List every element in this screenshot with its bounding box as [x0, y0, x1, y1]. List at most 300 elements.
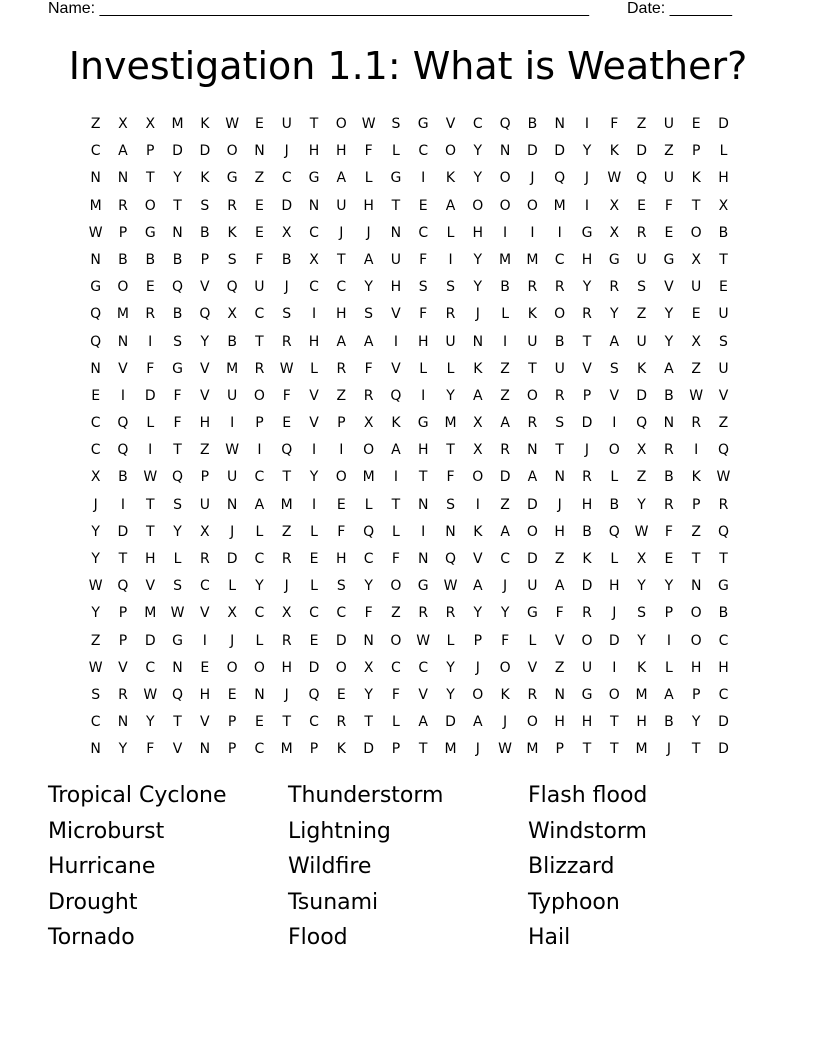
grid-letter: U [663, 170, 674, 187]
grid-letter: E [719, 279, 728, 296]
grid-letter: P [227, 714, 237, 731]
grid-letter: J [584, 442, 590, 459]
grid-letter: L [719, 143, 728, 160]
grid-letter: H [281, 659, 292, 676]
grid-letter: J [503, 578, 508, 595]
grid-letter: V [172, 741, 183, 758]
grid-letter: X [363, 415, 374, 432]
grid-letter: Q [199, 306, 211, 323]
grid-letter: B [227, 333, 237, 350]
grid-letter: P [691, 496, 701, 513]
grid-letter: N [254, 143, 265, 160]
grid-letter: H [581, 496, 593, 513]
grid-letter: O [554, 306, 566, 323]
grid-letter: S [609, 360, 619, 377]
word-bank [48, 778, 768, 956]
grid-letter: Z [90, 116, 101, 132]
grid-letter: J [475, 659, 480, 676]
grid-letter: Q [281, 442, 293, 459]
grid-letter: E [91, 387, 101, 404]
grid-letter: R [554, 387, 565, 404]
grid-letter: G [226, 170, 238, 187]
grid-letter: E [664, 224, 674, 241]
grid-letter: B [582, 523, 592, 540]
grid-letter: T [255, 333, 264, 350]
grid-letter: F [364, 605, 373, 622]
grid-letter: H [472, 224, 484, 241]
grid-letter: P [664, 605, 674, 622]
grid-letter: I [120, 387, 126, 404]
grid-letter: Z [636, 469, 647, 486]
grid-letter: K [473, 523, 483, 540]
grid-letter: D [172, 143, 183, 160]
grid-letter: D [527, 551, 538, 567]
grid-letter: Q [390, 387, 402, 404]
grid-letter: S [173, 496, 182, 513]
grid-letter: Q [226, 279, 238, 296]
grid-letter: D [636, 387, 647, 404]
grid-letter: R [582, 605, 592, 622]
grid-letter: P [255, 415, 264, 432]
grid-letter: I [666, 632, 671, 649]
grid-letter: M [635, 741, 648, 758]
grid-letter: O [390, 578, 402, 595]
word-bank-item: Hail [528, 925, 571, 951]
grid-letter: T [719, 251, 728, 268]
grid-letter: W [361, 116, 376, 132]
grid-letter: W [88, 224, 103, 241]
grid-letter: U [527, 333, 538, 350]
grid-letter: N [690, 578, 702, 595]
grid-letter: J [530, 170, 535, 187]
grid-letter: Z [554, 551, 565, 567]
grid-letter: N [226, 496, 238, 513]
grid-letter: O [226, 659, 238, 676]
grid-letter: G [417, 415, 429, 432]
grid-letter: R [691, 415, 702, 432]
grid-letter: C [309, 279, 319, 296]
grid-letter: D [636, 143, 647, 160]
grid-letter: T [610, 714, 619, 731]
grid-letter: X [281, 224, 292, 241]
grid-letter: A [473, 578, 483, 595]
grid-letter: S [446, 496, 455, 513]
grid-letter: F [446, 469, 455, 486]
grid-letter: W [143, 469, 158, 486]
grid-letter: N [308, 197, 320, 214]
grid-letter: E [255, 197, 264, 214]
grid-letter: L [446, 360, 455, 377]
grid-letter: B [200, 224, 210, 241]
grid-letter: V [664, 279, 674, 296]
grid-letter: W [279, 360, 294, 377]
grid-letter: Q [90, 333, 102, 350]
grid-letter: Y [637, 632, 646, 649]
grid-letter: R [527, 686, 538, 703]
grid-letter: K [445, 170, 456, 187]
grid-letter: L [146, 415, 155, 432]
grid-letter: U [718, 360, 729, 377]
grid-letter: P [227, 741, 237, 758]
grid-letter: M [553, 197, 566, 214]
grid-letter: P [146, 143, 155, 160]
grid-letter: R [227, 197, 237, 214]
grid-letter: A [500, 415, 510, 432]
grid-letter: N [527, 442, 538, 459]
grid-letter: D [144, 387, 156, 404]
grid-letter: I [584, 197, 590, 214]
grid-letter: O [608, 442, 620, 459]
grid-letter: J [666, 741, 671, 758]
grid-letter: L [173, 551, 182, 567]
grid-letter: V [200, 714, 210, 731]
grid-letter: Y [582, 279, 592, 296]
grid-letter: Y [446, 659, 455, 676]
grid-letter: T [364, 714, 373, 731]
grid-letter: B [118, 469, 128, 486]
grid-letter: C [391, 659, 401, 676]
grid-letter: P [391, 741, 401, 758]
grid-letter: S [637, 605, 647, 622]
grid-letter: I [311, 442, 317, 459]
grid-letter: D [527, 496, 538, 513]
grid-letter: C [500, 551, 510, 567]
grid-letter: E [227, 686, 237, 703]
grid-letter: J [284, 578, 289, 595]
grid-letter: L [446, 632, 455, 649]
word-bank-item: Flood [288, 925, 348, 951]
grid-letter: L [392, 143, 400, 160]
grid-letter: T [691, 551, 701, 567]
grid-letter: V [445, 116, 456, 132]
grid-letter: I [230, 415, 235, 432]
grid-letter: R [199, 551, 210, 567]
grid-letter: W [443, 578, 458, 595]
word-bank-item: Typhoon [528, 889, 620, 915]
grid-letter: G [608, 251, 620, 268]
grid-letter: B [118, 251, 128, 268]
grid-letter: N [199, 741, 211, 758]
grid-letter: D [144, 632, 156, 649]
grid-letter: G [581, 224, 593, 241]
grid-letter: Z [500, 387, 510, 404]
grid-letter: T [391, 496, 401, 513]
grid-letter: F [419, 306, 428, 323]
grid-letter: L [310, 360, 318, 377]
grid-letter: L [392, 714, 400, 731]
grid-letter: I [393, 333, 398, 350]
grid-letter: Q [444, 551, 457, 567]
grid-letter: O [444, 143, 457, 160]
grid-letter: E [336, 496, 346, 513]
grid-letter: A [336, 170, 347, 187]
grid-letter: C [554, 251, 565, 268]
grid-letter: S [282, 306, 292, 323]
grid-letter: A [527, 469, 538, 486]
grid-letter: B [718, 224, 729, 241]
grid-letter: E [200, 659, 210, 676]
grid-letter: O [499, 659, 511, 676]
grid-letter: D [308, 659, 320, 676]
grid-letter: J [284, 686, 289, 703]
grid-letter: N [254, 686, 265, 703]
grid-letter: U [663, 116, 674, 132]
grid-letter: H [417, 333, 429, 350]
grid-letter: Y [91, 551, 100, 567]
grid-letter: R [336, 714, 347, 731]
grid-letter: U [691, 279, 702, 296]
grid-letter: O [526, 197, 538, 214]
grid-letter: S [336, 578, 346, 595]
grid-letter: R [118, 686, 128, 703]
grid-letter: E [691, 116, 701, 132]
grid-letter: Y [200, 333, 210, 350]
date-field-label: Date: _______ [627, 0, 732, 17]
grid-letter: K [391, 415, 401, 432]
grid-letter: U [581, 659, 593, 676]
grid-letter: D [554, 143, 566, 160]
grid-letter: H [554, 523, 565, 540]
grid-letter: Z [691, 360, 701, 377]
grid-letter: U [281, 116, 292, 132]
grid-letter: C [254, 551, 265, 567]
grid-letter: O [472, 686, 484, 703]
grid-letter: J [584, 170, 590, 187]
grid-letter: O [363, 442, 375, 459]
name-field-label: Name: _______________________________________________________ [48, 0, 589, 17]
grid-letter: O [117, 279, 129, 296]
grid-letter: W [689, 387, 704, 404]
grid-letter: F [282, 387, 291, 404]
grid-letter: Q [717, 442, 729, 459]
grid-letter: H [336, 551, 347, 567]
grid-letter: V [200, 605, 210, 622]
grid-letter: W [634, 523, 649, 540]
grid-letter: B [554, 333, 565, 350]
grid-letter: I [148, 442, 153, 459]
grid-letter: Q [172, 686, 184, 703]
word-bank-item: Blizzard [528, 854, 615, 880]
grid-letter: N [90, 741, 101, 758]
grid-letter: Y [173, 170, 182, 187]
grid-letter: C [254, 469, 265, 486]
grid-letter: F [419, 251, 428, 268]
grid-letter: I [612, 659, 617, 676]
grid-letter: N [172, 224, 183, 241]
grid-letter: R [609, 279, 620, 296]
grid-letter: Z [254, 170, 265, 187]
grid-letter: K [691, 469, 701, 486]
grid-letter: I [557, 224, 562, 241]
grid-letter: I [148, 333, 153, 350]
grid-letter: K [473, 360, 483, 377]
grid-letter: K [336, 741, 346, 758]
grid-letter: P [118, 632, 128, 649]
header-line [48, 0, 748, 20]
grid-letter: H [554, 714, 565, 731]
grid-letter: M [280, 741, 293, 758]
grid-letter: Y [173, 523, 182, 540]
grid-letter: J [475, 306, 480, 323]
grid-letter: E [637, 197, 647, 214]
grid-letter: X [227, 605, 237, 622]
grid-letter: A [609, 333, 620, 350]
grid-letter: T [337, 251, 346, 268]
grid-letter: X [691, 333, 701, 350]
grid-letter: O [499, 170, 511, 187]
grid-letter: I [421, 170, 426, 187]
grid-letter: M [635, 686, 648, 703]
grid-letter: Z [90, 632, 101, 649]
grid-letter: R [527, 279, 538, 296]
grid-letter: Y [473, 170, 483, 187]
grid-letter: U [554, 360, 565, 377]
word-bank-item: Windstorm [528, 818, 647, 844]
grid-letter: G [718, 578, 729, 595]
grid-letter: M [526, 251, 539, 268]
grid-letter: M [499, 251, 512, 268]
grid-letter: R [281, 333, 292, 350]
grid-letter: Z [391, 605, 401, 622]
grid-letter: M [116, 306, 129, 323]
grid-letter: M [362, 469, 375, 486]
grid-letter: N [90, 251, 101, 268]
grid-letter: T [691, 741, 701, 758]
grid-letter: T [582, 333, 592, 350]
grid-letter: O [526, 387, 538, 404]
grid-letter: T [173, 714, 182, 731]
grid-letter: S [418, 279, 428, 296]
grid-letter: L [610, 469, 619, 486]
grid-letter: Y [118, 741, 128, 758]
grid-letter: O [335, 659, 347, 676]
grid-letter: R [281, 551, 292, 567]
grid-letter: F [555, 605, 564, 622]
grid-letter: U [390, 251, 402, 268]
grid-letter: L [392, 523, 400, 540]
grid-letter: G [390, 170, 402, 187]
grid-letter: H [199, 415, 211, 432]
grid-letter: N [445, 523, 456, 540]
grid-letter: R [118, 197, 128, 214]
grid-letter: A [363, 251, 374, 268]
grid-letter: X [118, 116, 128, 132]
grid-letter: A [391, 442, 401, 459]
grid-letter: S [200, 197, 210, 214]
grid-letter: N [90, 360, 101, 377]
grid-letter: K [500, 686, 510, 703]
grid-letter: D [199, 143, 211, 160]
grid-letter: A [363, 333, 374, 350]
grid-letter: Y [255, 578, 264, 595]
grid-letter: U [445, 333, 456, 350]
grid-letter: G [144, 224, 156, 241]
grid-letter: L [446, 224, 455, 241]
grid-letter: Z [500, 360, 510, 377]
grid-letter: Z [691, 523, 701, 540]
grid-letter: Y [91, 605, 100, 622]
grid-letter: T [391, 197, 401, 214]
word-bank-item: Tsunami [288, 889, 379, 915]
grid-letter: C [418, 659, 429, 676]
grid-letter: I [257, 442, 262, 459]
grid-letter: Y [664, 306, 674, 323]
grid-letter: K [527, 306, 537, 323]
grid-letter: Y [637, 578, 646, 595]
grid-letter: C [718, 632, 729, 649]
grid-letter: Z [554, 659, 565, 676]
grid-letter: D [581, 578, 593, 595]
grid-letter: I [311, 306, 317, 323]
grid-letter: C [90, 714, 101, 731]
grid-letter: L [501, 306, 509, 323]
word-bank-item: Hurricane [48, 854, 156, 880]
grid-letter: I [694, 442, 699, 459]
grid-letter: U [227, 469, 238, 486]
grid-letter: Y [446, 686, 455, 703]
grid-letter: E [282, 415, 292, 432]
grid-letter: I [612, 415, 617, 432]
grid-letter: N [417, 496, 429, 513]
grid-letter: S [227, 251, 237, 268]
grid-letter: A [500, 523, 510, 540]
word-search-grid [82, 111, 737, 764]
grid-letter: N [117, 333, 129, 350]
grid-letter: R [636, 224, 647, 241]
grid-letter: P [337, 415, 346, 432]
grid-letter: M [444, 741, 457, 758]
grid-letter: N [554, 469, 565, 486]
grid-letter: A [473, 387, 483, 404]
grid-letter: P [200, 251, 210, 268]
grid-letter: S [173, 333, 182, 350]
grid-letter: V [145, 578, 156, 595]
grid-letter: G [417, 578, 429, 595]
grid-letter: Y [473, 279, 483, 296]
grid-letter: M [144, 605, 157, 622]
grid-letter: S [364, 306, 374, 323]
grid-letter: F [610, 116, 619, 132]
grid-letter: P [691, 143, 701, 160]
grid-letter: D [608, 632, 620, 649]
grid-letter: H [581, 251, 593, 268]
grid-letter: K [227, 224, 237, 241]
grid-letter: I [503, 333, 508, 350]
grid-letter: C [309, 605, 319, 622]
grid-letter: F [146, 360, 155, 377]
grid-letter: Z [636, 116, 647, 132]
grid-letter: R [418, 605, 429, 622]
grid-letter: N [117, 170, 129, 187]
grid-letter: G [90, 279, 102, 296]
grid-letter: H [144, 551, 156, 567]
grid-letter: J [284, 143, 289, 160]
grid-letter: X [473, 415, 483, 432]
word-bank-item: Thunderstorm [288, 783, 444, 808]
grid-letter: E [691, 306, 701, 323]
grid-letter: B [718, 605, 729, 622]
grid-letter: X [309, 251, 319, 268]
grid-letter: B [664, 469, 674, 486]
grid-letter: T [145, 170, 155, 187]
grid-letter: T [173, 197, 182, 214]
grid-letter: A [664, 686, 674, 703]
grid-letter: E [309, 551, 319, 567]
grid-letter: V [200, 360, 210, 377]
grid-letter: D [499, 469, 511, 486]
grid-letter: O [690, 224, 702, 241]
grid-letter: O [608, 686, 620, 703]
